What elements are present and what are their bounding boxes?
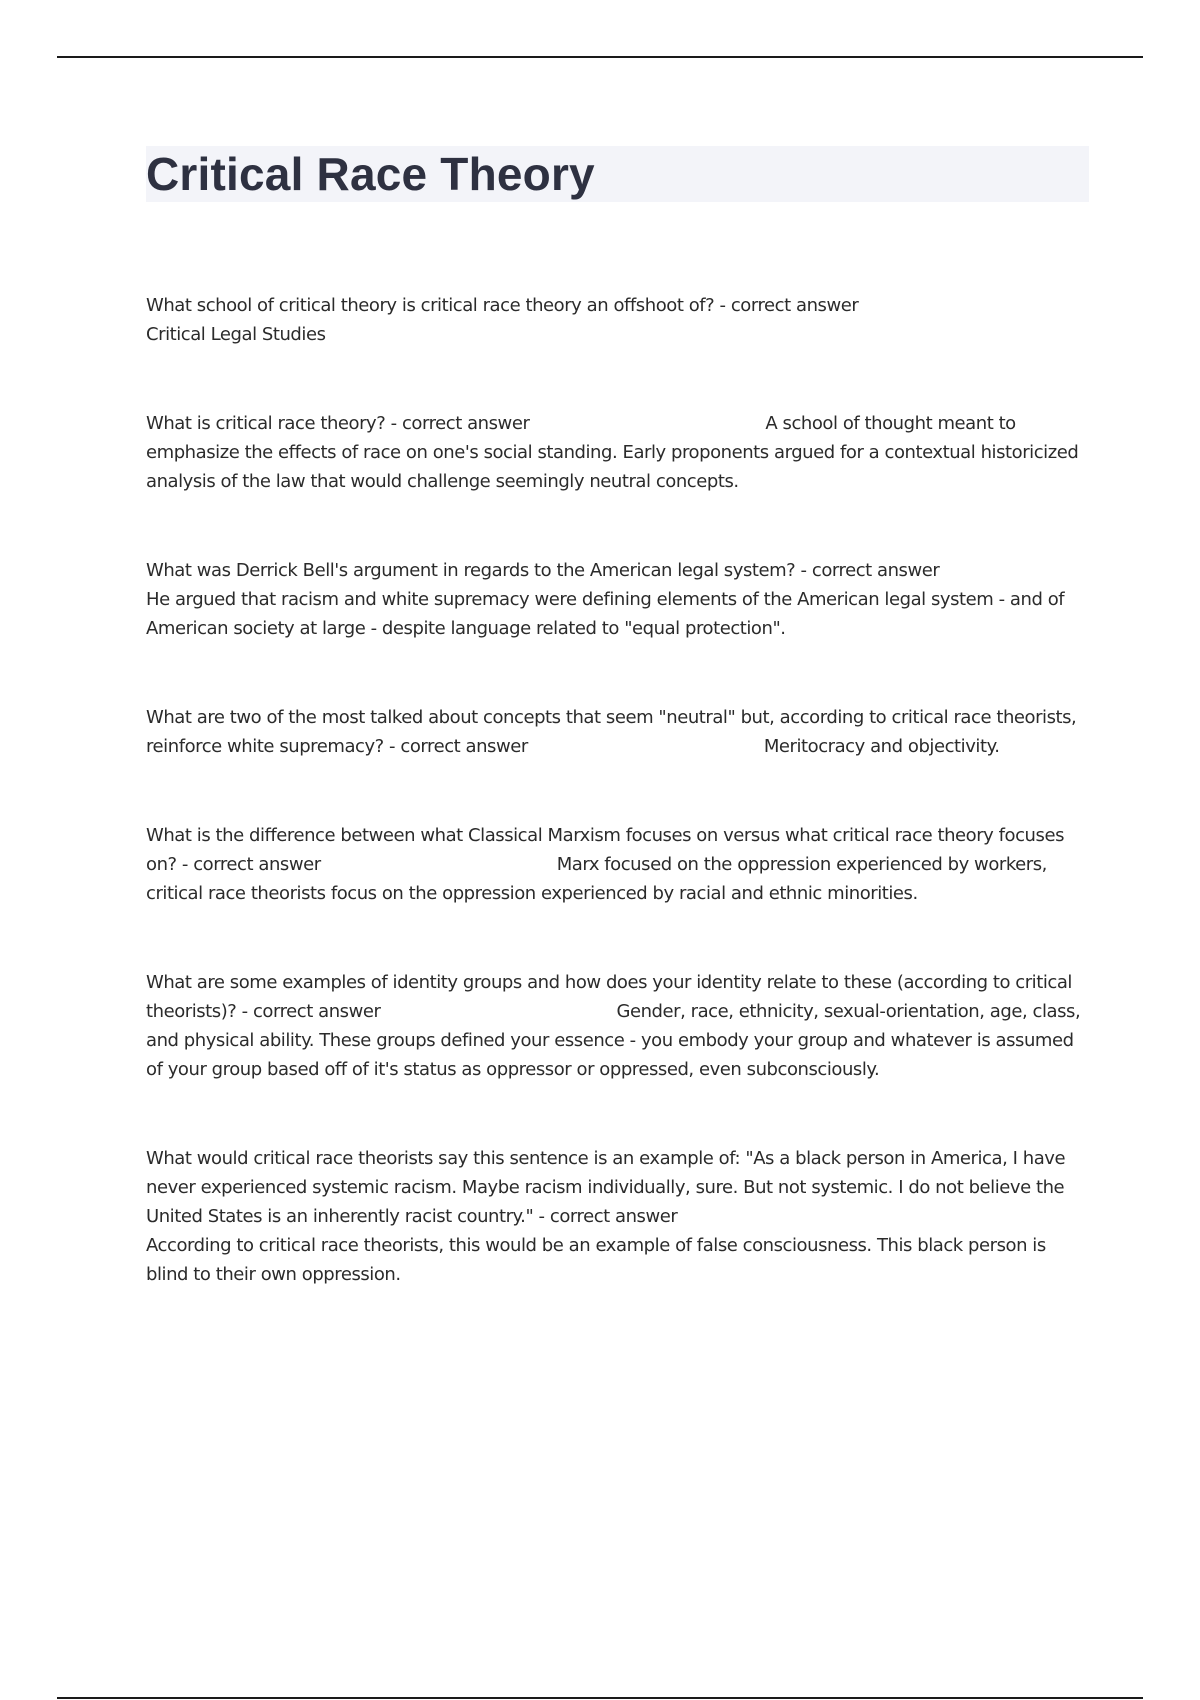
qa-item (146, 1144, 1089, 1289)
page-title: Critical Race Theory (146, 148, 595, 200)
answer-text: According to critical race theorists, this would be an example of false consciousness. This black person is blind to their own oppression. (146, 1235, 1046, 1285)
answer-text: Critical Legal Studies (146, 324, 326, 345)
qa-item (146, 556, 1089, 643)
question-text: What are some examples of identity groups and how does your identity relate to these (according to critical theorists)? - correct answer (146, 972, 1072, 1022)
qa-item (146, 703, 1089, 761)
bottom-rule (57, 1697, 1143, 1699)
top-rule (57, 56, 1143, 58)
question-text: What is the difference between what Classical Marxism focuses on versus what critical race theory focuses on? - correct answer (146, 825, 1064, 875)
answer-text: Gender, race, ethnicity, sexual-orientation, age, class, and physical ability. These groups defined your essence - you embody your group and whatever is assumed of your group based off of it's status as oppressor or oppressed, even subconsciously. (146, 1001, 1081, 1080)
qa-item (146, 291, 1089, 349)
qa-list (146, 291, 1089, 1349)
question-text: What was Derrick Bell's argument in regards to the American legal system? - correct answer (146, 560, 940, 581)
question-text: What school of critical theory is critical race theory an offshoot of? - correct answer (146, 295, 859, 316)
qa-item (146, 968, 1089, 1084)
answer-text: Marx focused on the oppression experienced by workers, critical race theorists focus on the oppression experienced by racial and ethnic minorities. (146, 854, 1047, 904)
question-text: What are two of the most talked about concepts that seem "neutral" but, according to critical race theorists, reinforce white supremacy? - correct answer (146, 707, 1077, 757)
qa-item (146, 409, 1089, 496)
answer-text: Meritocracy and objectivity. (763, 736, 1000, 757)
question-text: What would critical race theorists say this sentence is an example of: "As a black person in America, I have never experienced systemic racism. Maybe racism individually, sure. But not systemic. I do not believe the United States is an inherently racist country." - correct answer (146, 1148, 1066, 1227)
answer-text: He argued that racism and white supremacy were defining elements of the American legal system - and of American society at large - despite language related to "equal protection". (146, 589, 1065, 639)
question-text: What is critical race theory? - correct answer (146, 413, 530, 434)
qa-item (146, 821, 1089, 908)
answer-text: A school of thought meant to emphasize the effects of race on one's social standing. Early proponents argued for a contextual historicized analysis of the law that would challenge seemingly neutral concepts. (146, 413, 1079, 492)
